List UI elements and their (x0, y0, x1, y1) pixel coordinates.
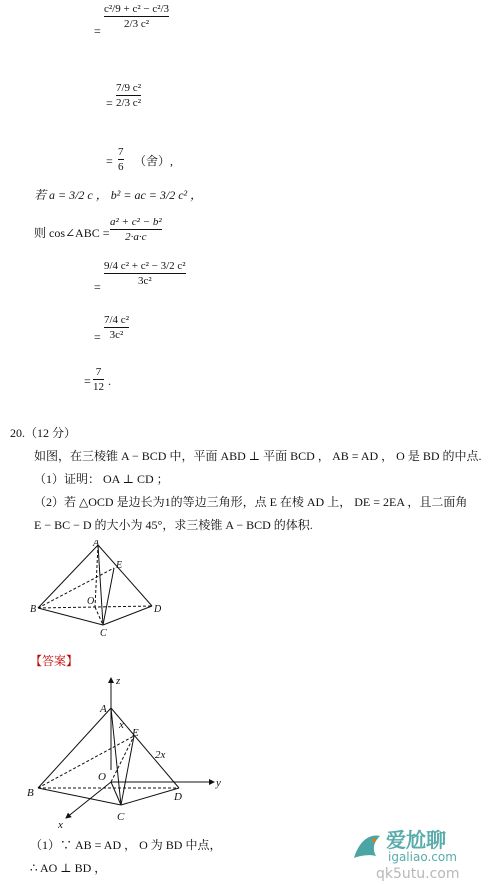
frac-case2-step3-num: 7 (95, 366, 102, 378)
fig2-label-O: O (98, 771, 106, 783)
eq-sign-1: = (94, 24, 101, 38)
frac-case2-step1-num: 9/4 c² + c² − 3/2 c² (104, 260, 186, 272)
case2-tail: . (108, 374, 111, 388)
edge-CD (103, 606, 152, 625)
fig1-label-B: B (30, 604, 37, 615)
fig1-label-O: O (87, 596, 95, 607)
problem-line3: （2）若 △OCD 是边长为1的等边三角形，点 E 在棱 AD 上， DE = 2EA ，且二面角 (34, 495, 468, 509)
problem-line4: E − BC − D 的大小为 45°，求三棱锥 A − BCD 的体积. (34, 518, 313, 532)
edge2-BC (38, 788, 121, 805)
edge-BE (38, 568, 114, 608)
solution-line1: （1）∵ AB = AD ， O 为 BD 中点， (30, 838, 222, 852)
frac-step3 (118, 146, 124, 173)
case2-condition: 若 a = 3/2 c ， b² = ac = 3/2 c² ， (34, 188, 203, 202)
edge-AO (95, 545, 98, 607)
frac-step2-den: 2/3 c² (116, 97, 141, 109)
watermark-text2: igaliao.com (388, 850, 457, 864)
x-axis (66, 782, 111, 818)
frac-step3-num: 7 (118, 146, 124, 158)
edge-AC (98, 545, 103, 625)
fig2-label-seg2x: 2x (155, 749, 166, 761)
frac-step2-num: 7/9 c² (116, 82, 141, 94)
watermark-text1: 爱尬聊 (386, 828, 446, 852)
cos-fraction (110, 216, 162, 243)
frac-step1-den: 2/3 c² (124, 18, 150, 30)
edge2-CE (121, 736, 134, 805)
problem-header: 20.（12 分） (10, 426, 77, 440)
fig2-label-y: y (216, 777, 221, 789)
fig2-label-D: D (174, 791, 182, 803)
watermark-logo (350, 822, 497, 884)
fig2-label-z: z (116, 675, 121, 687)
frac-step3-den: 6 (118, 161, 124, 173)
cos-num: a² + c² − b² (110, 216, 162, 228)
edge2-CD (121, 788, 179, 805)
frac-case2-step2-num: 7/4 c² (104, 314, 129, 326)
watermark-text3: qk5utu.com (376, 866, 460, 882)
edge-BC (38, 608, 103, 625)
reject-note: （舍）, (134, 154, 174, 168)
frac-case2-step1-den: 3c² (137, 275, 152, 287)
eq-sign-4: = (94, 280, 101, 294)
frac-step1 (104, 3, 169, 30)
fig2-label-B: B (27, 787, 34, 799)
fig2-label-E: E (132, 727, 139, 739)
eq-sign-5: = (94, 330, 101, 344)
fig2-label-x: x (58, 819, 63, 831)
fig1-label-D: D (154, 604, 162, 615)
frac-case2-step3-den: 12 (93, 381, 104, 393)
watermark-bird-icon (350, 828, 384, 868)
frac-case2-step3 (93, 366, 104, 393)
cos-den: 2·a·c (125, 231, 147, 243)
eq-sign-6: = (84, 374, 91, 388)
frac-case2-step1 (104, 260, 186, 287)
frac-case2-step2-den: 3c² (109, 329, 124, 341)
frac-case2-step2 (104, 314, 129, 341)
frac-step2 (116, 82, 141, 109)
fig1-label-E: E (116, 560, 123, 571)
problem-line2: （1）证明： OA ⊥ CD ； (34, 472, 169, 486)
fig1-label-A: A (93, 540, 100, 549)
eq-sign-2: = (106, 96, 113, 110)
fig1-label-C: C (100, 628, 107, 639)
eq-sign-3: = (106, 154, 113, 168)
edge2-BE (38, 736, 134, 788)
solution-line2: ∴ AO ⊥ BD ， (30, 861, 107, 875)
figure-coordinate-tetrahedron (24, 670, 234, 835)
problem-line1: 如图，在三棱锥 A − BCD 中，平面 ABD ⊥ 平面 BCD ， AB = AD ， O 是 BD 的中点. (34, 449, 482, 463)
edge-CE (103, 568, 114, 625)
figure-tetrahedron (30, 540, 170, 640)
fig2-label-A: A (100, 703, 107, 715)
frac-step1-num: c²/9 + c² − c²/3 (104, 3, 170, 15)
answer-label: 【答案】 (30, 654, 79, 668)
edge-AD (98, 545, 152, 606)
fig2-label-C: C (117, 811, 125, 823)
fig2-label-segx: x (119, 719, 124, 731)
cos-label: 则 cos∠ABC = (34, 226, 110, 240)
